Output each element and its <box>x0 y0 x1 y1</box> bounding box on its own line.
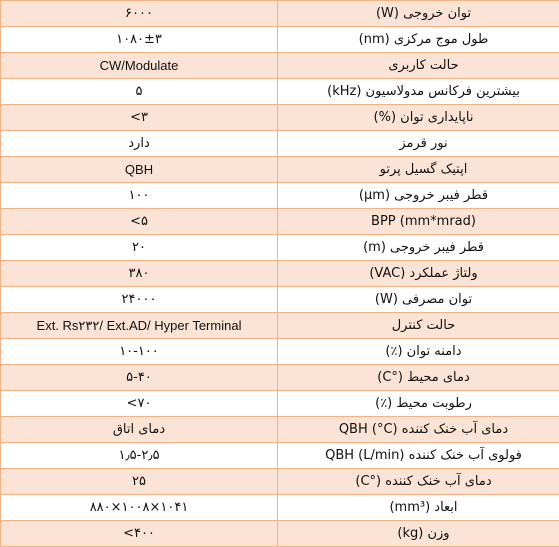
spec-label: بیشترین فرکانس مدولاسیون (kHz) <box>278 79 559 105</box>
spec-value: QBH <box>1 157 278 183</box>
spec-value: ۲۴۰۰۰ <box>1 287 278 313</box>
spec-table-body <box>1 1 559 547</box>
spec-label: دامنه توان (٪) <box>278 339 559 365</box>
spec-label: فولوی آب خنک کننده QBH (L/min) <box>278 443 559 469</box>
spec-label: توان خروجی (W) <box>278 1 559 27</box>
table-row <box>1 1 559 27</box>
spec-value: ۶۰۰۰ <box>1 1 278 27</box>
spec-value: ۸۸۰×۱۰۰۸×۱۰۴۱ <box>1 495 278 521</box>
spec-label: ناپایداری توان (%) <box>278 105 559 131</box>
table-row <box>1 261 559 287</box>
spec-label: ولتاژ عملکرد (VAC) <box>278 261 559 287</box>
spec-value: ۲۵ <box>1 469 278 495</box>
table-row <box>1 183 559 209</box>
table-row <box>1 79 559 105</box>
spec-value: دارد <box>1 131 278 157</box>
spec-value: CW/Modulate <box>1 53 278 79</box>
table-row <box>1 105 559 131</box>
spec-value: <۳ <box>1 105 278 131</box>
table-row <box>1 53 559 79</box>
spec-label: دمای آب خنک کننده (°C) <box>278 469 559 495</box>
spec-value: ۵-۴۰ <box>1 365 278 391</box>
table-row <box>1 469 559 495</box>
spec-value: Ext. Rs۲۳۲/ Ext.AD/ Hyper Terminal <box>1 313 278 339</box>
table-row <box>1 157 559 183</box>
table-row <box>1 521 559 547</box>
spec-label: ابعاد (mm³) <box>278 495 559 521</box>
table-row <box>1 417 559 443</box>
spec-label: نور قرمز <box>278 131 559 157</box>
table-row <box>1 287 559 313</box>
table-row <box>1 27 559 53</box>
spec-value: <۷۰ <box>1 391 278 417</box>
spec-label: BPP (mm*mrad) <box>278 209 559 235</box>
spec-label: اپتیک گسیل پرتو <box>278 157 559 183</box>
spec-value: ۲۰ <box>1 235 278 261</box>
spec-label: دمای آب خنک کننده QBH (°C) <box>278 417 559 443</box>
spec-value: ۱۰۰ <box>1 183 278 209</box>
table-row <box>1 339 559 365</box>
spec-value: ۵ <box>1 79 278 105</box>
spec-label: دمای محیط (°C) <box>278 365 559 391</box>
spec-label: قطر فیبر خروجی (m) <box>278 235 559 261</box>
table-row <box>1 391 559 417</box>
table-row <box>1 365 559 391</box>
spec-value: ۱۰۸۰±۳ <box>1 27 278 53</box>
spec-value: ۳۸۰ <box>1 261 278 287</box>
table-row <box>1 131 559 157</box>
spec-value: ۱٫۵-۲٫۵ <box>1 443 278 469</box>
spec-label: رطوبت محیط (٪) <box>278 391 559 417</box>
spec-label: طول موج مرکزی (nm) <box>278 27 559 53</box>
table-row <box>1 209 559 235</box>
table-row <box>1 313 559 339</box>
spec-value: <۵ <box>1 209 278 235</box>
table-row <box>1 235 559 261</box>
table-row <box>1 443 559 469</box>
spec-label: وزن (kg) <box>278 521 559 547</box>
spec-label: حالت کاربری <box>278 53 559 79</box>
spec-label: قطر فیبر خروجی (µm) <box>278 183 559 209</box>
spec-label: توان مصرفی (W) <box>278 287 559 313</box>
spec-value: دمای اتاق <box>1 417 278 443</box>
spec-value: <۴۰۰ <box>1 521 278 547</box>
table-row <box>1 495 559 521</box>
spec-label: حالت کنترل <box>278 313 559 339</box>
spec-value: ۱۰-۱۰۰ <box>1 339 278 365</box>
